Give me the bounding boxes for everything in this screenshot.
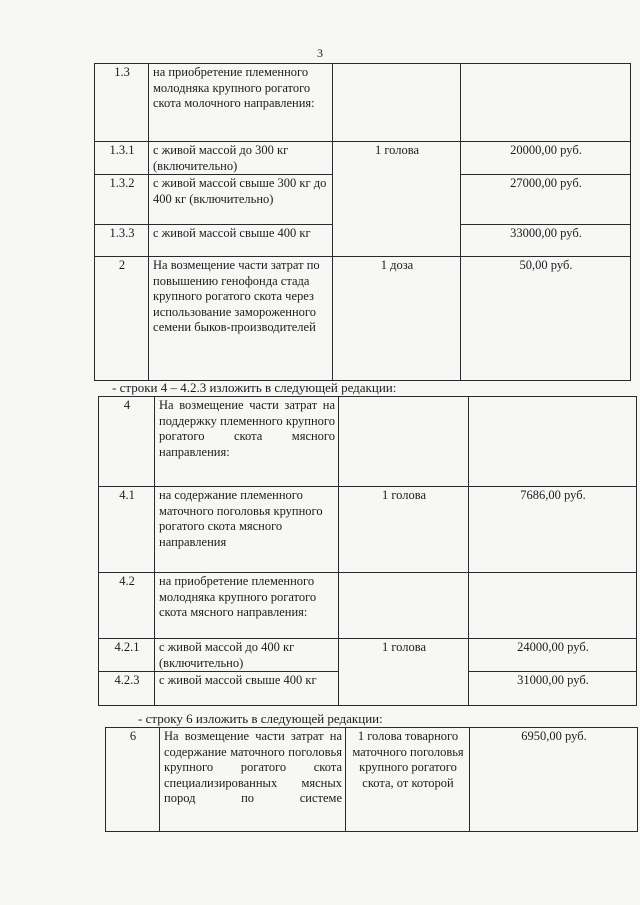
row-price: 50,00 руб. bbox=[461, 257, 631, 381]
row-unit bbox=[339, 397, 469, 487]
row-number: 4.2 bbox=[99, 573, 155, 639]
table-row bbox=[99, 487, 637, 573]
row-price: 33000,00 руб. bbox=[461, 225, 631, 257]
table-livestock-dairy bbox=[94, 63, 631, 381]
row-unit: 1 голова bbox=[339, 487, 469, 573]
row-description: На возмещение части затрат по повышению генофонда стада крупного рогатого скота через использование замороженного семени быков-производителей bbox=[149, 257, 333, 381]
row-number: 1.3 bbox=[95, 64, 149, 142]
instruction-lines-4-4-2-3: - строки 4 – 4.2.3 изложить в следующей редакции: bbox=[112, 380, 397, 395]
table-livestock-beef bbox=[98, 396, 637, 706]
table-row bbox=[95, 142, 631, 175]
row-description: на приобретение племенного молодняка крупного рогатого скота мясного направления: bbox=[155, 573, 339, 639]
row-number: 2 bbox=[95, 257, 149, 381]
row-unit: 1 голова bbox=[339, 639, 469, 706]
row-price: 7686,00 руб. bbox=[469, 487, 637, 573]
row-description: с живой массой до 400 кг (включительно) bbox=[155, 639, 339, 672]
row-description: На возмещение части затрат на содержание маточного поголовья крупного рогатого скота специализированных мясных пород по системе bbox=[160, 728, 346, 832]
row-description: с живой массой до 300 кг (включительно) bbox=[149, 142, 333, 175]
table-row bbox=[95, 64, 631, 142]
table-row bbox=[99, 573, 637, 639]
row-price: 20000,00 руб. bbox=[461, 142, 631, 175]
table-row bbox=[99, 397, 637, 487]
row-price bbox=[469, 573, 637, 639]
row-description: на содержание племенного маточного поголовья крупного рогатого скота мясного направления bbox=[155, 487, 339, 573]
row-price: 6950,00 руб. bbox=[470, 728, 638, 832]
page-number: 3 bbox=[317, 46, 323, 60]
row-number: 6 bbox=[106, 728, 160, 832]
row-price: 24000,00 руб. bbox=[469, 639, 637, 672]
row-unit: 1 доза bbox=[333, 257, 461, 381]
row-description: На возмещение части затрат на поддержку племенного крупного рогатого скота мясного направления: bbox=[155, 397, 339, 487]
instruction-line-6: - строку 6 изложить в следующей редакции: bbox=[138, 711, 383, 726]
row-price bbox=[461, 64, 631, 142]
row-price bbox=[469, 397, 637, 487]
row-number: 4 bbox=[99, 397, 155, 487]
row-description: с живой массой свыше 400 кг bbox=[155, 672, 339, 706]
table-row bbox=[106, 728, 638, 832]
row-unit bbox=[333, 64, 461, 142]
row-description: с живой массой свыше 400 кг bbox=[149, 225, 333, 257]
table-livestock-commercial bbox=[105, 727, 638, 832]
row-unit: 1 голова bbox=[333, 142, 461, 257]
row-number: 1.3.2 bbox=[95, 175, 149, 225]
row-number: 1.3.3 bbox=[95, 225, 149, 257]
row-price: 27000,00 руб. bbox=[461, 175, 631, 225]
row-description: на приобретение племенного молодняка крупного рогатого скота молочного направления: bbox=[149, 64, 333, 142]
row-unit bbox=[339, 573, 469, 639]
row-description: с живой массой свыше 300 кг до 400 кг (включительно) bbox=[149, 175, 333, 225]
row-price: 31000,00 руб. bbox=[469, 672, 637, 706]
row-number: 1.3.1 bbox=[95, 142, 149, 175]
table-row bbox=[95, 257, 631, 381]
table-row bbox=[99, 639, 637, 672]
row-number: 4.2.3 bbox=[99, 672, 155, 706]
row-number: 4.1 bbox=[99, 487, 155, 573]
row-number: 4.2.1 bbox=[99, 639, 155, 672]
row-unit: 1 голова товарного маточного поголовья крупного рогатого скота, от которой bbox=[346, 728, 470, 832]
